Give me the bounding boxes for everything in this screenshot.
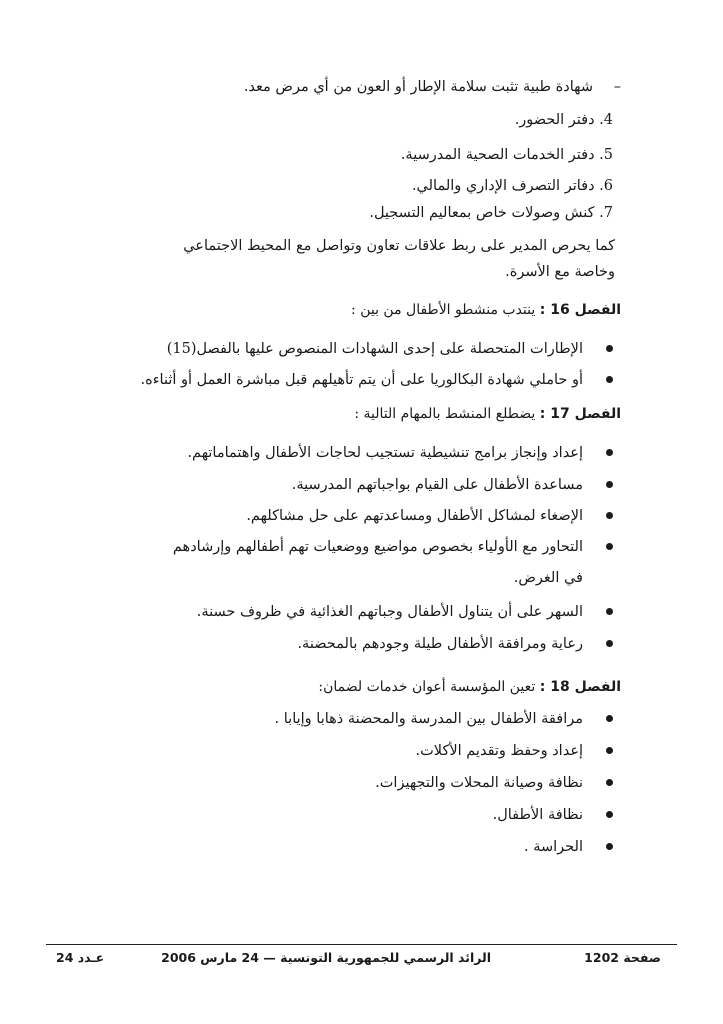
list-item-text: الإطارات المتحصلة على إحدى الشهادات المنصوص عليها بالفصل(15): [166, 341, 583, 357]
bullet-icon: [606, 345, 613, 352]
chapter-16-text: ينتدب منشطو الأطفال من بين :: [351, 302, 536, 318]
paragraph-line: وخاصة مع الأسرة.: [505, 264, 615, 280]
list-item-text: مساعدة الأطفال على القيام بواجباتهم المدرسية.: [291, 477, 583, 493]
list-item-text: السهر على أن يتناول الأطفال وجباتهم الغذائية في ظروف حسنة.: [196, 604, 583, 620]
list-item: [167, 339, 583, 359]
list-item: [297, 634, 583, 654]
list-item-text: أو حاملي شهادة البكالوريا على أن يتم تأهيلهم قبل مباشرة العمل أو أثناءه.: [140, 372, 583, 388]
list-item: [197, 602, 583, 622]
bullet-icon: [606, 747, 613, 754]
chapter-16-heading: [351, 300, 621, 320]
footer-page-number: صفحة 1202: [584, 950, 661, 965]
chapter-17-label: الفصل 17 :: [539, 406, 621, 422]
chapter-18-label: الفصل 18 :: [539, 679, 621, 695]
list-item-text: إعداد وإنجاز برامج تنشيطية تستجيب لحاجات الأطفال واهتماماتهم.: [187, 445, 583, 461]
dash-mark: –: [613, 79, 621, 95]
list-item: [187, 443, 583, 463]
list-item: [275, 709, 583, 729]
list-item-text: الحراسة .: [524, 839, 583, 855]
list-item: [375, 773, 583, 793]
chapter-17-text: يضطلع المنشط بالمهام التالية :: [354, 406, 536, 422]
numbered-item: 5. دفتر الخدمات الصحية المدرسية.: [400, 147, 613, 163]
bullet-icon: [606, 481, 613, 488]
list-item: [292, 475, 583, 495]
bullet-icon: [606, 376, 613, 383]
chapter-18-text: تعين المؤسسة أعوان خدمات لضمان:: [318, 679, 536, 695]
list-item: [493, 805, 583, 825]
list-item: [246, 506, 583, 526]
footer-divider: [46, 944, 677, 945]
bullet-icon: [606, 640, 613, 647]
chapter-17-heading: [354, 404, 621, 424]
list-item-text: نظافة وصيانة المحلات والتجهيزات.: [375, 775, 583, 791]
list-item: [173, 537, 583, 557]
numbered-item: 7. كنش وصولات خاص بمعاليم التسجيل.: [369, 205, 613, 221]
numbered-item: 4. دفتر الحضور.: [514, 112, 613, 128]
footer-journal-title: الرائد الرسمي للجمهورية التونسية — 24 مارس 2006: [161, 950, 491, 965]
paragraph-line: كما يحرص المدير على ربط علاقات تعاون وتواصل مع المحيط الاجتماعي: [183, 238, 615, 254]
bullet-icon: [606, 449, 613, 456]
footer-issue-number: عـدد 24: [56, 950, 105, 965]
bullet-icon: [606, 543, 613, 550]
list-item: [141, 370, 584, 390]
chapter-16-label: الفصل 16 :: [539, 302, 621, 318]
bullet-icon: [606, 779, 613, 786]
list-item-text: نظافة الأطفال.: [492, 807, 583, 823]
numbered-item: 6. دفاتر التصرف الإداري والمالي.: [411, 178, 613, 194]
list-item: [524, 837, 583, 857]
list-item-text: التحاور مع الأولياء بخصوص مواضيع ووضعيات تهم أطفالهم وإرشادهم: [172, 539, 583, 555]
list-item-text: مرافقة الأطفال بين المدرسة والمحضنة ذهابا وإيابا .: [274, 711, 583, 727]
bullet-icon: [606, 512, 613, 519]
bullet-icon: [606, 608, 613, 615]
bullet-icon: [606, 715, 613, 722]
bullet-icon: [606, 843, 613, 850]
dash-item-text: شهادة طبية تثبت سلامة الإطار أو العون من أي مرض معد.: [243, 79, 593, 95]
list-item-text: إعداد وحفظ وتقديم الأكلات.: [415, 743, 583, 759]
list-item: [416, 741, 583, 761]
chapter-18-heading: [318, 677, 621, 697]
list-item-text: الإصغاء لمشاكل الأطفال ومساعدتهم على حل مشاكلهم.: [246, 508, 583, 524]
list-item-continuation: في الغرض.: [513, 570, 583, 586]
list-item-text: رعاية ومرافقة الأطفال طيلة وجودهم بالمحضنة.: [297, 636, 583, 652]
dash-item: [243, 77, 621, 97]
bullet-icon: [606, 811, 613, 818]
